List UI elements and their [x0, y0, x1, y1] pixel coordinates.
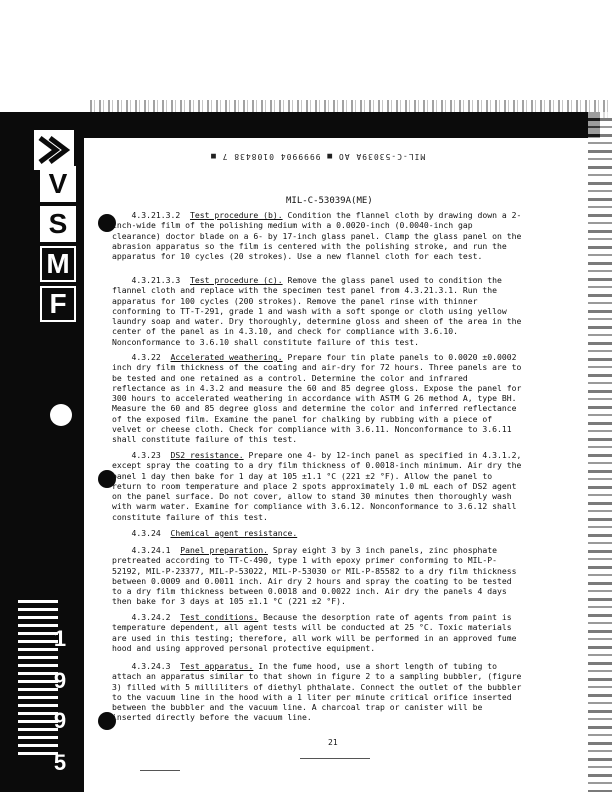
paragraph: [112, 352, 524, 445]
paragraph-number: 4.3.21.3.2: [131, 210, 181, 220]
punch-hole: [50, 404, 72, 426]
scan-mark: [140, 770, 180, 771]
paragraph: [112, 528, 524, 538]
paragraph: [112, 450, 524, 522]
paragraph-number: 4.3.24.1: [131, 545, 171, 555]
page-number: 21: [328, 738, 338, 747]
paragraph-number: 4.3.24: [131, 528, 161, 538]
paragraph: [112, 210, 524, 261]
paragraph-title: Test procedure (c).: [189, 275, 283, 285]
paragraph-body: In the fume hood, use a short length of tubing to attach an apparatus similar to that shown in figure 2 to a sampling bubbler, (figure 3) filled with 5 milliliters of diethyl phthalate. Connect the outlet of the bubbler to the vacuum line in the hood with a 1 liter per minute critical orifice inserted between the bubbler and the vacuum line. A charcoal trap or canister will be inserted directly before the vacuum line.: [112, 661, 522, 723]
side-letter-f: F: [40, 286, 76, 322]
paragraph: [112, 275, 524, 347]
paragraph: [112, 661, 524, 723]
paragraph-number: 4.3.24.2: [131, 612, 171, 622]
scan-header-band: [0, 0, 612, 108]
year-digit: 9: [53, 708, 67, 733]
paragraph-title: Panel preparation.: [180, 545, 268, 555]
paragraph: [112, 612, 524, 653]
paragraph-number: 4.3.23: [131, 450, 161, 460]
running-head: MIL-C-53039A AO ■ 9999904 0108438 7 ■: [210, 152, 426, 161]
top-binding-bar: [60, 112, 600, 138]
paragraph-number: 4.3.22: [131, 352, 161, 362]
scan-mark: [300, 758, 370, 759]
paragraph-title: Test conditions.: [180, 612, 259, 622]
paragraph-title: Test apparatus.: [180, 661, 254, 671]
paragraph-body: Because the desorption rate of agents from paint is temperature dependent, all agent tests will be conducted at 25 °C. Toxic materials are used in this testing; therefore, all work will be performed in an approved fume hood and using approved personal protective equipment.: [112, 612, 517, 653]
paragraph-body: Spray eight 3 by 3 inch panels, zinc phosphate pretreated according to TT-C-490, type 1 with epoxy primer conforming to MIL-P-52192, MIL-P-23377, MIL-P-53022, MIL-P-53030 or MIL-P-85582 to a dry film thickness between 0.0009 and 0.0011 inch. Air dry 2 hours and spray the coating to be tested to a dry film thickness between 0.0018 and 0.0022 inch. Air dry the panels 4 days then bake for 3 days at 105 ±1.1 °C (221 ±2 °F).: [112, 545, 517, 607]
year-digit: 9: [53, 668, 67, 693]
year-digit: 1: [53, 626, 67, 651]
document-id: MIL-C-53039A(ME): [286, 196, 373, 206]
paragraph-body: Condition the flannel cloth by drawing down a 2-inch-wide film of the polishing medium with a 0.0020-inch (0.0040-inch gap clearance) doctor blade on a 6- by 17-inch glass panel. Clamp the glass panel on the abrasion apparatus so the film is centered with the polishing stroke, and run the apparatus for 10 cycles (20 strokes). Use a new flannel cloth for each test.: [112, 210, 522, 262]
paragraph-title: Test procedure (b).: [189, 210, 283, 220]
paragraph-title: DS2 resistance.: [170, 450, 244, 460]
year-digit: 5: [53, 750, 67, 775]
paragraph-number: 4.3.21.3.3: [131, 275, 181, 285]
paragraph-title: Chemical agent resistance.: [170, 528, 298, 538]
right-scan-edge: [588, 112, 612, 792]
side-letter-v: V: [40, 166, 76, 202]
paragraph-title: Accelerated weathering.: [170, 352, 283, 362]
paragraph: [112, 545, 524, 607]
side-letter-s: S: [40, 206, 76, 242]
paragraph-body: Remove the glass panel used to condition the flannel cloth and replace with the specimen test panel from 4.3.21.3.1. Run the apparatus for 100 cycles (200 strokes). Remove the panel rinse with thinner conforming to TT-T-291, grade 1 and wash with a soft sponge or cloth using yellow laundry soap and water. Dry thoroughly, determine gloss and sheen of the area in the center of the panel as in 4.3.10, and check for compliance with 3.6.10. Nonconformance to 3.6.10 shall constitute failure of this test.: [112, 275, 522, 347]
paragraph-body: Prepare four tin plate panels to 0.0020 ±0.0002 inch dry film thickness of the coating and air-dry for 72 hours. Three panels are to be tested and one retained as a control. Determine the color and infrared reflectance as in 4.3.2 and measure the 60 and 85 degree gloss. Expose the panel for 300 hours to accelerated weathering in accordance with ASTM G 26 method A, type BH. Measure the 60 and 85 degree gloss and determine the color and inferred reflectance of the exposed film. Examine the panel for chalking by rubbing with a piece of velvet or cheese cloth. Check for compliance with 3.6.11. Nonconformance to 3.6.11 shall constitute failure of this test.: [112, 352, 522, 445]
paragraph-number: 4.3.24.3: [131, 661, 171, 671]
side-letter-m: M: [40, 246, 76, 282]
logo-icon: [34, 130, 74, 170]
paragraph-body: Prepare one 4- by 12-inch panel as specified in 4.3.1.2, except spray the coating to a dry film thickness of 0.0018-inch minimum. Air dry the panel 1 day then bake for 1 day at 105 ±1.1 °C (221 ±2 °F). Allow the panel to return to room temperature and place 2 spots approximately 1.0 mL each of DS2 agent on the panel surface. Do not cover, allow to stand 30 minutes then thoroughly wash with warm water. Examine for compliance with 3.6.12. Nonconformance to 3.6.12 shall constitute failure of this test.: [112, 450, 522, 522]
